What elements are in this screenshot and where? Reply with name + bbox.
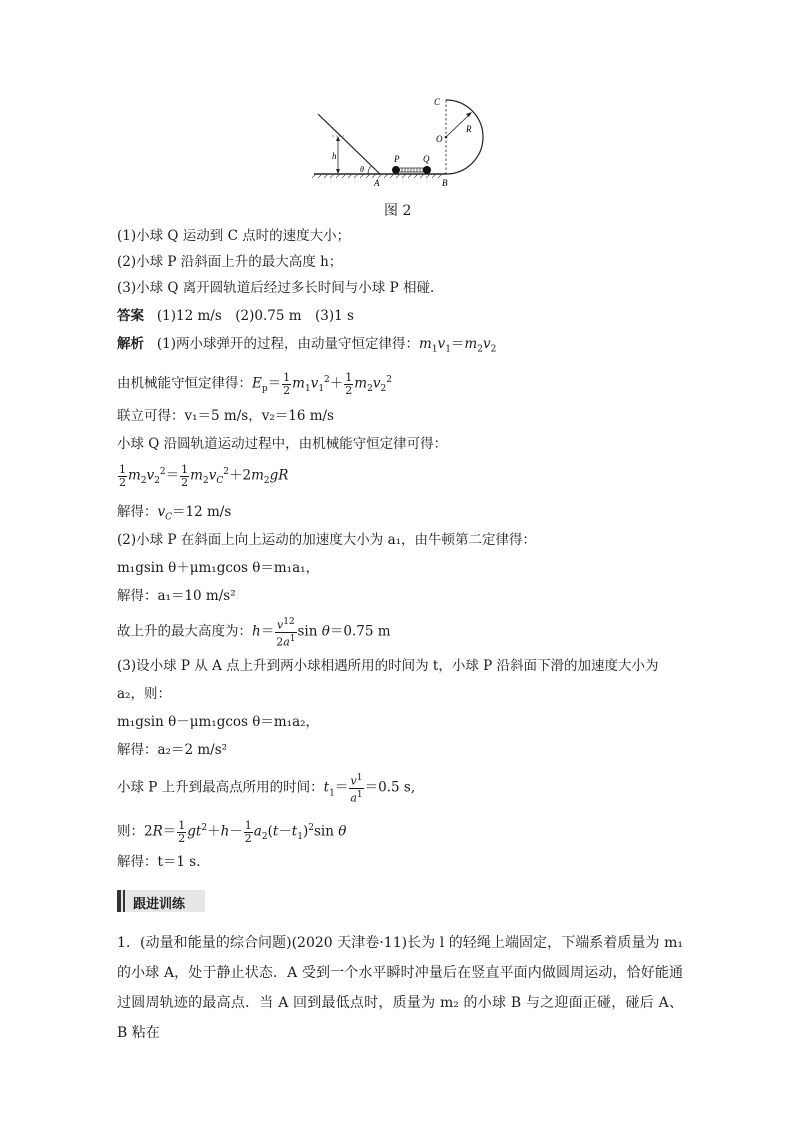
analysis-line-3 — [117, 406, 334, 426]
answer-text: (1)12 m/s (2)0.75 m (3)1 s — [156, 308, 354, 324]
section-marker-thin — [123, 890, 125, 912]
analysis-line-2: 由机械能守恒定律得：$E_p=$ $\frac{1}{2}$ $m_1v_1^2+$ $\frac{1}{2}$ $m_2v_2^2$ — [117, 370, 392, 397]
label-B: B — [442, 178, 448, 188]
analysis-line-1: 解析 (1)两小球弹开的过程，由动量守恒定律得：$m_1v_1=m_2v_2$ — [117, 336, 497, 355]
analysis-line-13: m₁gsin θ－μm₁gcos θ＝m₁a₂， — [117, 714, 320, 730]
analysis-line-12: a₂，则： — [117, 686, 171, 702]
analysis-line-5: $\frac{1}{2}$ $m_2v_2^2=$ $\frac{1}{2}$ $m_2v_C^2+2m_2gR$ — [119, 462, 289, 489]
answer-label: 答案 — [117, 308, 144, 324]
label-P: P — [394, 154, 400, 164]
analysis-line-4: 小球 Q 沿圆轨道运动过程中，由机械能守恒定律可得： — [117, 436, 448, 452]
physics-diagram — [310, 92, 500, 192]
section-marker — [117, 890, 121, 912]
analysis-line-7: (2)小球 P 在斜面上向上运动的加速度大小为 a₁，由牛顿第二定律得： — [117, 532, 537, 548]
then-label: 则： — [117, 823, 144, 840]
label-O: O — [436, 134, 443, 144]
analysis-line-11: (3)设小球 P 从 A 点上升到两小球相遇所用的时间为 t，小球 P 沿斜面下滑的加速度大小为 — [117, 658, 659, 674]
question-3: (3)小球 Q 离开圆轨道后经过多长时间与小球 P 相碰． — [117, 280, 444, 296]
label-h: h — [332, 151, 337, 161]
solve-values: v₁＝5 m/s，v₂＝16 m/s — [184, 408, 334, 424]
analysis-line-17: 解得：t＝1 s. — [117, 854, 201, 870]
figure-caption: 图 2 — [384, 203, 412, 219]
analysis-line-16: 则：2R＝ $\frac{1}{2}$ $gt^2+h-$ $\frac{1}{2}$ $a_2(t-t_1)^2\sin$ θ — [117, 818, 347, 845]
result-symbol: v — [157, 504, 166, 520]
solve-label: 联立可得： — [117, 408, 185, 424]
analysis-label: 解析 — [117, 336, 144, 352]
answer-line — [117, 306, 354, 326]
exercise-paragraph: 1．(动量和能量的综合问题)(2020 天津卷·11)长为 l 的轻绳上端固定，下端系着质量为 m₁ 的小球 A，处于静止状态．A 受到一个水平瞬时冲量后在竖直平面内做圆周运动，恰好能通过圆周轨迹的最高点．当 A 回到最低点时，质量为 m₂ 的小球 B 与之迎面正碰，碰后 A、B 粘在 — [117, 935, 683, 1041]
max-height-label: 故上升的最大高度为： — [117, 623, 252, 640]
energy-text: 由机械能守恒定律得： — [117, 375, 252, 392]
result-label: 解得： — [117, 504, 158, 520]
analysis-line-8: m₁gsin θ＋μm₁gcos θ＝m₁a₁， — [117, 560, 320, 576]
analysis-line-6: 解得：$v_C=12$ m/s — [117, 504, 232, 523]
analysis-line-9: 解得：a₁＝10 m/s² — [117, 588, 236, 604]
label-theta: θ — [360, 165, 364, 174]
analysis-text: (1)两小球弹开的过程，由动量守恒定律得： — [156, 336, 419, 352]
section-header — [117, 890, 205, 912]
analysis-line-15: 小球 P 上升到最高点所用的时间：$t_1=$ $\frac{v^1}{a^1}$ ＝0.5 s, — [117, 773, 416, 805]
label-Q: Q — [423, 154, 430, 164]
question-2: (2)小球 P 沿斜面上升的最大高度 h； — [117, 254, 343, 270]
analysis-line-10: 故上升的最大高度为：h＝ $\frac{v^{12}}{2a^1}$ sin θ＝0.75 m — [117, 617, 391, 649]
analysis-line-14: 解得：a₂＝2 m/s² — [117, 742, 228, 758]
question-1: (1)小球 Q 运动到 C 点时的速度大小； — [117, 228, 351, 244]
label-C: C — [434, 97, 441, 107]
label-R: R — [466, 124, 472, 134]
section-title: 跟进训练 — [133, 897, 186, 912]
label-A: A — [374, 178, 380, 188]
time-label: 小球 P 上升到最高点所用的时间： — [117, 779, 324, 796]
